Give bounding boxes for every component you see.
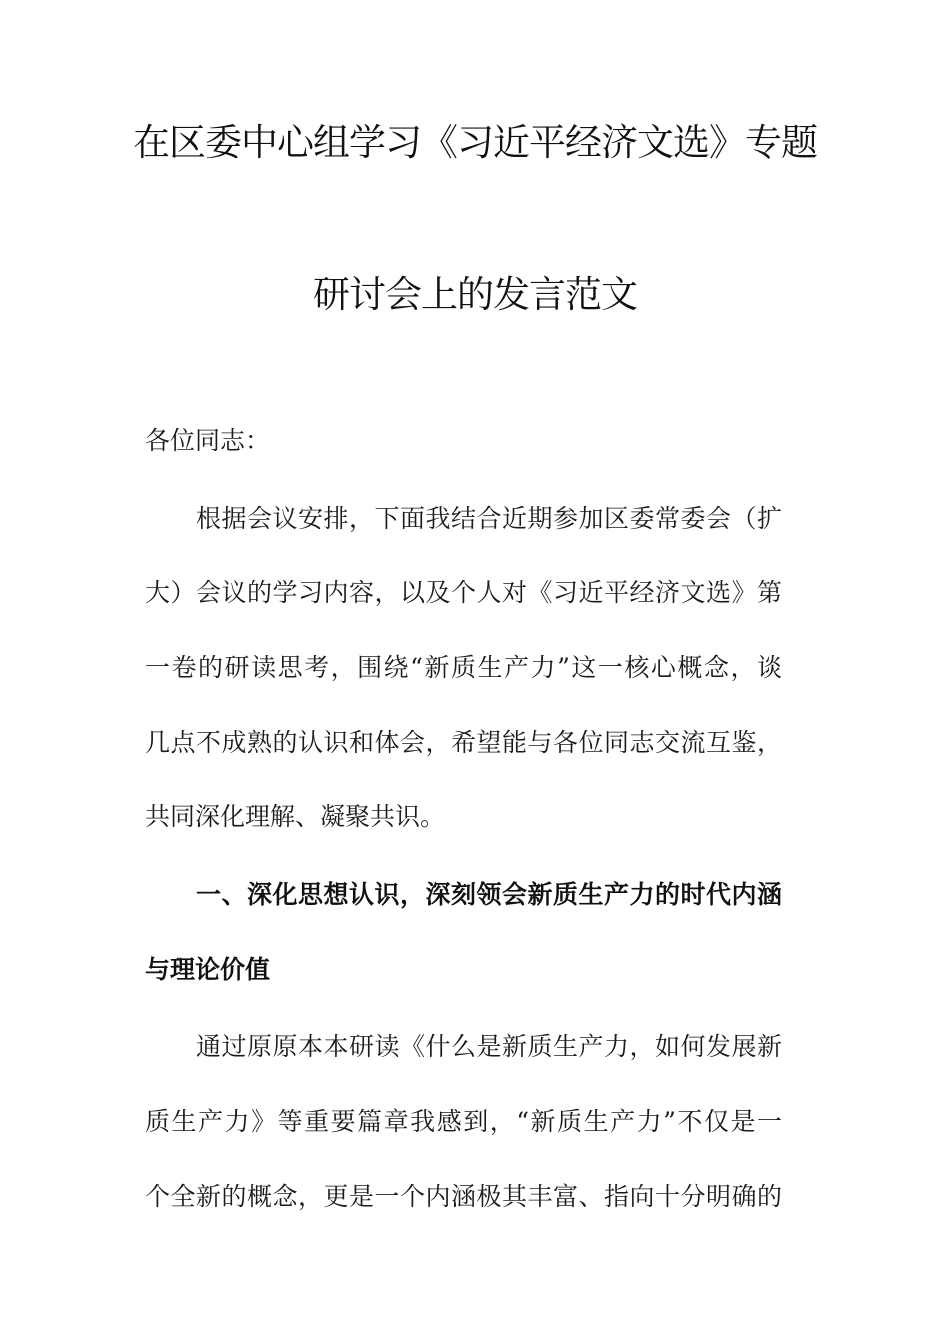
section-1-heading-line-1: 一、深化思想认识，深刻领会新质生产力的时代内涵 — [196, 880, 782, 909]
paragraph-2-line-2: 质生产力》等重要篇章我感到，“新质生产力”不仅是一 — [145, 1107, 782, 1136]
paragraph-1-line-5: 共同深化理解、凝聚共识。 — [145, 802, 446, 831]
paragraph-2-line-1: 通过原原本本研读《什么是新质生产力，如何发展新 — [196, 1032, 782, 1061]
paragraph-1-line-4: 几点不成熟的认识和体会，希望能与各位同志交流互鉴， — [145, 728, 782, 757]
paragraph-2-line-3: 个全新的概念，更是一个内涵极其丰富、指向十分明确的 — [145, 1182, 782, 1211]
section-1-heading-line-2: 与理论价值 — [145, 955, 271, 984]
paragraph-1-line-1: 根据会议安排，下面我结合近期参加区委常委会（扩 — [196, 504, 782, 533]
salutation: 各位同志： — [145, 426, 271, 455]
paragraph-1-line-3: 一卷的研读思考，围绕“新质生产力”这一核心概念，谈 — [145, 653, 782, 682]
document-title-line-2: 研讨会上的发言范文 — [313, 273, 637, 316]
document-title-line-1: 在区委中心组学习《习近平经济文选》专题 — [133, 121, 817, 164]
paragraph-1-line-2: 大）会议的学习内容，以及个人对《习近平经济文选》第 — [145, 578, 782, 607]
